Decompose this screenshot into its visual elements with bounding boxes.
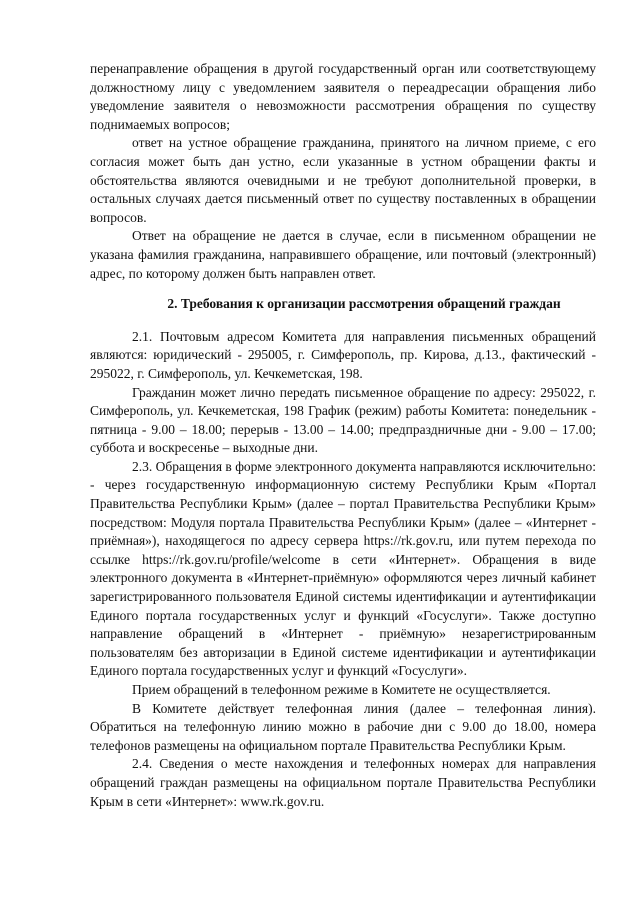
paragraph-personal-delivery: Гражданин может лично передать письменное обращение по адресу: 295022, г. Симферополь, ул. Кечкеметская, 198 График (режим) работы Комитета: понедельник - пятница - 9.00 – 18.00; перерыв - 13.00 – 14.00; предпраздничные дни - 9.00 – 17.00; суббота и воскресенье – выходные дни. [90,384,596,456]
paragraph-contact-info: 2.4. Сведения о месте нахождения и телефонных номерах для направления обращений граждан размещены на официальном портале Правительства Республики Крым в сети «Интернет»: www.rk.gov.ru. [90,756,596,809]
paragraph-phone-reception: Прием обращений в телефонном режиме в Комитете не осуществляется. [132,682,551,697]
paragraph-no-answer: Ответ на обращение не дается в случае, если в письменном обращении не указана фамилия гражданина, направившего обращение, или почтовый (электронный) адрес, по которому должен быть направлен ответ. [90,228,596,281]
document-page [90,60,596,811]
paragraph-postal-address: 2.1. Почтовым адресом Комитета для направления письменных обращений являются: юридический - 295005, г. Симферополь, пр. Кирова, д.13., фактический - 295022, г. Симферополь, ул. Кечкеметская, 198. [90,328,596,381]
paragraph-redirect: перенаправление обращения в другой государственный орган или соответствующему должностному лицу с уведомлением заявителя о переадресации обращения либо уведомление заявителя о невозможности рассмотрения обращения по существу поднимаемых вопросов; [90,61,596,132]
paragraph-phone-line: В Комитете действует телефонная линия (далее – телефонная линия). Обратиться на телефонную линию можно в рабочие дни с 9.00 до 18.00, номера телефонов размещены на официальном портале Правительства Республики Крым. [90,700,596,753]
paragraph-oral-answer: ответ на устное обращение гражданина, принятого на личном приеме, с его согласия может быть дан устно, если указанные в устном обращении факты и обстоятельства являются очевидными и не требуют дополнительной проверки, в остальных случаях дается письменный ответ по существу поставленных в обращении вопросов. [90,135,596,225]
section-heading: 2. Требования к организации рассмотрения обращений граждан [167,296,561,312]
paragraph-electronic-appeals: 2.3. Обращения в форме электронного документа направляются исключительно: - через государственную информационную систему Республики Крым «Портал Правительства Республики Крым» (далее – портал Правительства Республики Крым» посредством: Модуля портала Правительства Республики Крым» (далее – «Интернет - приёмная»), находящегося по адресу сервера https://rk.gov.ru, или путем перехода по ссылке https://rk.gov.ru/profile/welcome в сети «Интернет». Обращения в виде электронного документа в «Интернет-приёмную» оформляются через личный кабинет зарегистрированного пользователя Единой системы идентификации и аутентификации Единого портала государственных услуг и функций «Госуслуги». Также доступно направление обращений в «Интернет - приёмную» незарегистрированным пользователям без авторизации в Единой системе идентификации и аутентификации Единого портала государственных услуг и функций «Госуслуги». [90,458,596,679]
